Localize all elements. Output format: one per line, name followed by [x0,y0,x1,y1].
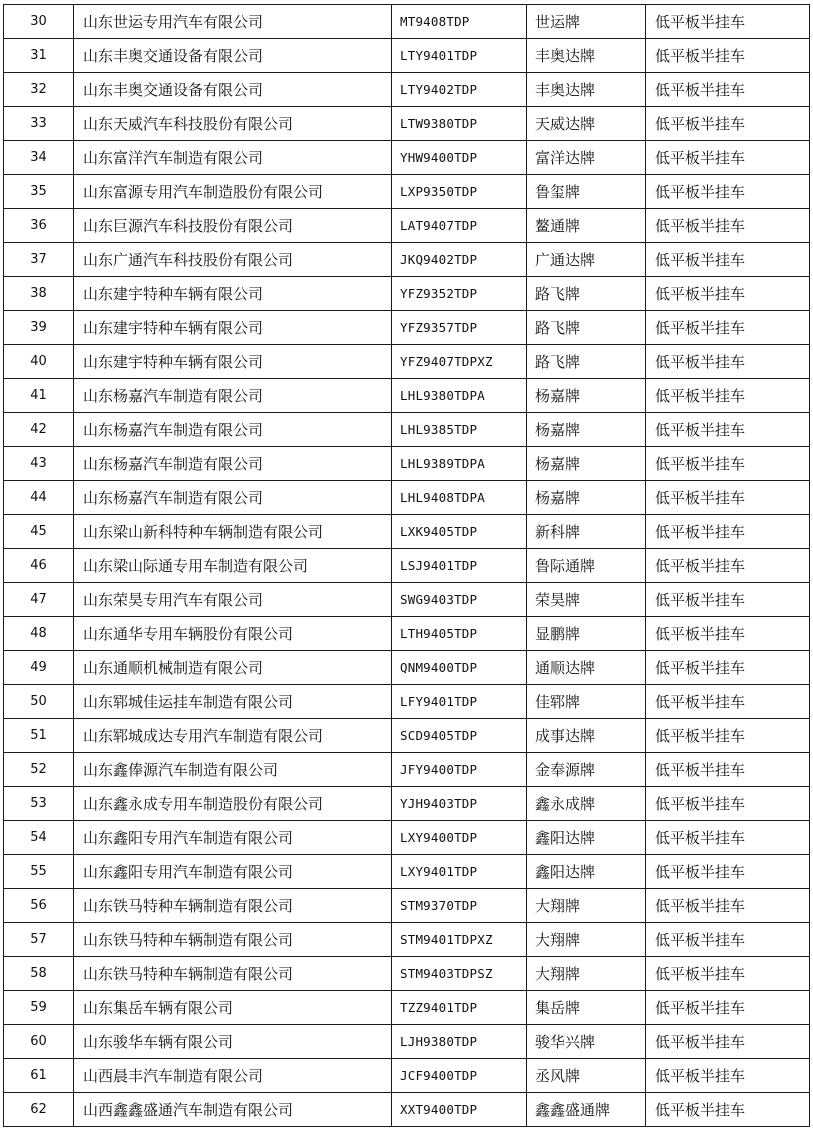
vehicle-type: 低平板半挂车 [646,5,810,39]
brand-name: 杨嘉牌 [527,413,646,447]
row-number: 49 [4,651,74,685]
brand-name: 鑫阳达牌 [527,821,646,855]
model-number: STM9403TDPSZ [392,957,527,991]
vehicle-type: 低平板半挂车 [646,787,810,821]
brand-name: 天威达牌 [527,107,646,141]
brand-name: 通顺达牌 [527,651,646,685]
model-number: TZZ9401TDP [392,991,527,1025]
row-number: 42 [4,413,74,447]
company-name: 山东集岳车辆有限公司 [74,991,392,1025]
brand-name: 世运牌 [527,5,646,39]
row-number: 33 [4,107,74,141]
company-name: 山东荣昊专用汽车有限公司 [74,583,392,617]
row-number: 51 [4,719,74,753]
model-number: LJH9380TDP [392,1025,527,1059]
table-row [4,243,810,277]
company-name: 山东建宇特种车辆有限公司 [74,345,392,379]
table-row [4,345,810,379]
brand-name: 新科牌 [527,515,646,549]
brand-name: 集岳牌 [527,991,646,1025]
company-name: 山东鑫阳专用汽车制造有限公司 [74,855,392,889]
company-name: 山东骏华车辆有限公司 [74,1025,392,1059]
vehicle-type: 低平板半挂车 [646,549,810,583]
table-row [4,175,810,209]
table-row [4,617,810,651]
company-name: 山东梁山新科特种车辆制造有限公司 [74,515,392,549]
vehicle-type: 低平板半挂车 [646,175,810,209]
company-name: 山东铁马特种车辆制造有限公司 [74,923,392,957]
vehicle-type: 低平板半挂车 [646,515,810,549]
company-name: 山东梁山际通专用车制造有限公司 [74,549,392,583]
table-row [4,957,810,991]
table-row [4,5,810,39]
table-row [4,855,810,889]
table-row [4,379,810,413]
table-row [4,1059,810,1093]
model-number: YJH9403TDP [392,787,527,821]
row-number: 59 [4,991,74,1025]
vehicle-type: 低平板半挂车 [646,1093,810,1127]
row-number: 36 [4,209,74,243]
brand-name: 路飞牌 [527,311,646,345]
model-number: JKQ9402TDP [392,243,527,277]
brand-name: 杨嘉牌 [527,379,646,413]
vehicle-type: 低平板半挂车 [646,651,810,685]
company-name: 山西晨丰汽车制造有限公司 [74,1059,392,1093]
vehicle-type: 低平板半挂车 [646,753,810,787]
vehicle-type: 低平板半挂车 [646,209,810,243]
row-number: 47 [4,583,74,617]
table-row [4,481,810,515]
company-name: 山东郓城成达专用汽车制造有限公司 [74,719,392,753]
row-number: 53 [4,787,74,821]
table-row [4,821,810,855]
table-row [4,107,810,141]
company-name: 山东富源专用汽车制造股份有限公司 [74,175,392,209]
table-row [4,753,810,787]
brand-name: 杨嘉牌 [527,481,646,515]
row-number: 62 [4,1093,74,1127]
brand-name: 丞风牌 [527,1059,646,1093]
model-number: LHL9385TDP [392,413,527,447]
model-number: YFZ9407TDPXZ [392,345,527,379]
table-row [4,583,810,617]
row-number: 58 [4,957,74,991]
vehicle-list-sheet [3,4,810,1127]
row-number: 38 [4,277,74,311]
table-row [4,311,810,345]
company-name: 山东杨嘉汽车制造有限公司 [74,379,392,413]
brand-name: 富洋达牌 [527,141,646,175]
vehicle-type: 低平板半挂车 [646,345,810,379]
brand-name: 丰奥达牌 [527,39,646,73]
vehicle-type: 低平板半挂车 [646,889,810,923]
company-name: 山东杨嘉汽车制造有限公司 [74,413,392,447]
vehicle-type: 低平板半挂车 [646,821,810,855]
row-number: 56 [4,889,74,923]
vehicle-type: 低平板半挂车 [646,617,810,651]
vehicle-type: 低平板半挂车 [646,243,810,277]
vehicle-type: 低平板半挂车 [646,1025,810,1059]
model-number: LXY9401TDP [392,855,527,889]
vehicle-type: 低平板半挂车 [646,277,810,311]
brand-name: 广通达牌 [527,243,646,277]
model-number: LXK9405TDP [392,515,527,549]
company-name: 山东通顺机械制造有限公司 [74,651,392,685]
table-row [4,1025,810,1059]
vehicle-type: 低平板半挂车 [646,855,810,889]
row-number: 39 [4,311,74,345]
brand-name: 成事达牌 [527,719,646,753]
brand-name: 鑫阳达牌 [527,855,646,889]
vehicle-table [3,4,810,1127]
vehicle-type: 低平板半挂车 [646,447,810,481]
model-number: YFZ9357TDP [392,311,527,345]
model-number: STM9370TDP [392,889,527,923]
table-row [4,515,810,549]
model-number: YFZ9352TDP [392,277,527,311]
model-number: LTW9380TDP [392,107,527,141]
company-name: 山西鑫鑫盛通汽车制造有限公司 [74,1093,392,1127]
row-number: 45 [4,515,74,549]
row-number: 40 [4,345,74,379]
company-name: 山东丰奥交通设备有限公司 [74,39,392,73]
model-number: STM9401TDPXZ [392,923,527,957]
vehicle-type: 低平板半挂车 [646,107,810,141]
row-number: 32 [4,73,74,107]
row-number: 43 [4,447,74,481]
model-number: LHL9389TDPA [392,447,527,481]
vehicle-type: 低平板半挂车 [646,1059,810,1093]
model-number: YHW9400TDP [392,141,527,175]
company-name: 山东建宇特种车辆有限公司 [74,311,392,345]
row-number: 41 [4,379,74,413]
model-number: LTY9402TDP [392,73,527,107]
model-number: LXY9400TDP [392,821,527,855]
table-row [4,889,810,923]
vehicle-type: 低平板半挂车 [646,311,810,345]
vehicle-type: 低平板半挂车 [646,379,810,413]
vehicle-type: 低平板半挂车 [646,413,810,447]
vehicle-type: 低平板半挂车 [646,73,810,107]
company-name: 山东通华专用车辆股份有限公司 [74,617,392,651]
vehicle-type: 低平板半挂车 [646,719,810,753]
company-name: 山东铁马特种车辆制造有限公司 [74,957,392,991]
brand-name: 显鹏牌 [527,617,646,651]
model-number: QNM9400TDP [392,651,527,685]
company-name: 山东巨源汽车科技股份有限公司 [74,209,392,243]
company-name: 山东鑫俸源汽车制造有限公司 [74,753,392,787]
brand-name: 路飞牌 [527,345,646,379]
table-row [4,447,810,481]
vehicle-type: 低平板半挂车 [646,685,810,719]
table-row [4,277,810,311]
table-row [4,413,810,447]
company-name: 山东鑫阳专用汽车制造有限公司 [74,821,392,855]
company-name: 山东鑫永成专用车制造股份有限公司 [74,787,392,821]
vehicle-type: 低平板半挂车 [646,991,810,1025]
table-row [4,991,810,1025]
model-number: LHL9380TDPA [392,379,527,413]
brand-name: 骏华兴牌 [527,1025,646,1059]
vehicle-type: 低平板半挂车 [646,481,810,515]
table-row [4,923,810,957]
table-row [4,141,810,175]
row-number: 52 [4,753,74,787]
brand-name: 鑫永成牌 [527,787,646,821]
model-number: SWG9403TDP [392,583,527,617]
vehicle-type: 低平板半挂车 [646,141,810,175]
company-name: 山东世运专用汽车有限公司 [74,5,392,39]
model-number: LFY9401TDP [392,685,527,719]
table-row [4,549,810,583]
row-number: 60 [4,1025,74,1059]
company-name: 山东丰奥交通设备有限公司 [74,73,392,107]
row-number: 50 [4,685,74,719]
brand-name: 荣昊牌 [527,583,646,617]
company-name: 山东富洋汽车制造有限公司 [74,141,392,175]
model-number: MT9408TDP [392,5,527,39]
table-row [4,651,810,685]
company-name: 山东建宇特种车辆有限公司 [74,277,392,311]
table-row [4,209,810,243]
row-number: 57 [4,923,74,957]
brand-name: 鳌通牌 [527,209,646,243]
company-name: 山东杨嘉汽车制造有限公司 [74,481,392,515]
table-row [4,39,810,73]
vehicle-table-body [4,5,810,1127]
row-number: 54 [4,821,74,855]
brand-name: 路飞牌 [527,277,646,311]
model-number: JFY9400TDP [392,753,527,787]
row-number: 48 [4,617,74,651]
vehicle-type: 低平板半挂车 [646,583,810,617]
brand-name: 鲁玺牌 [527,175,646,209]
table-row [4,73,810,107]
company-name: 山东天威汽车科技股份有限公司 [74,107,392,141]
table-row [4,719,810,753]
brand-name: 鲁际通牌 [527,549,646,583]
brand-name: 大翔牌 [527,957,646,991]
model-number: LTH9405TDP [392,617,527,651]
row-number: 37 [4,243,74,277]
row-number: 30 [4,5,74,39]
row-number: 55 [4,855,74,889]
vehicle-type: 低平板半挂车 [646,923,810,957]
brand-name: 大翔牌 [527,889,646,923]
brand-name: 大翔牌 [527,923,646,957]
model-number: LXP9350TDP [392,175,527,209]
model-number: LTY9401TDP [392,39,527,73]
row-number: 34 [4,141,74,175]
brand-name: 丰奥达牌 [527,73,646,107]
brand-name: 杨嘉牌 [527,447,646,481]
table-row [4,787,810,821]
company-name: 山东杨嘉汽车制造有限公司 [74,447,392,481]
company-name: 山东郓城佳运挂车制造有限公司 [74,685,392,719]
row-number: 44 [4,481,74,515]
company-name: 山东广通汽车科技股份有限公司 [74,243,392,277]
row-number: 35 [4,175,74,209]
brand-name: 鑫鑫盛通牌 [527,1093,646,1127]
vehicle-type: 低平板半挂车 [646,39,810,73]
brand-name: 金奉源牌 [527,753,646,787]
model-number: SCD9405TDP [392,719,527,753]
table-row [4,1093,810,1127]
row-number: 61 [4,1059,74,1093]
table-row [4,685,810,719]
model-number: LAT9407TDP [392,209,527,243]
model-number: LSJ9401TDP [392,549,527,583]
company-name: 山东铁马特种车辆制造有限公司 [74,889,392,923]
vehicle-type: 低平板半挂车 [646,957,810,991]
row-number: 31 [4,39,74,73]
brand-name: 佳郓牌 [527,685,646,719]
row-number: 46 [4,549,74,583]
model-number: XXT9400TDP [392,1093,527,1127]
model-number: JCF9400TDP [392,1059,527,1093]
model-number: LHL9408TDPA [392,481,527,515]
